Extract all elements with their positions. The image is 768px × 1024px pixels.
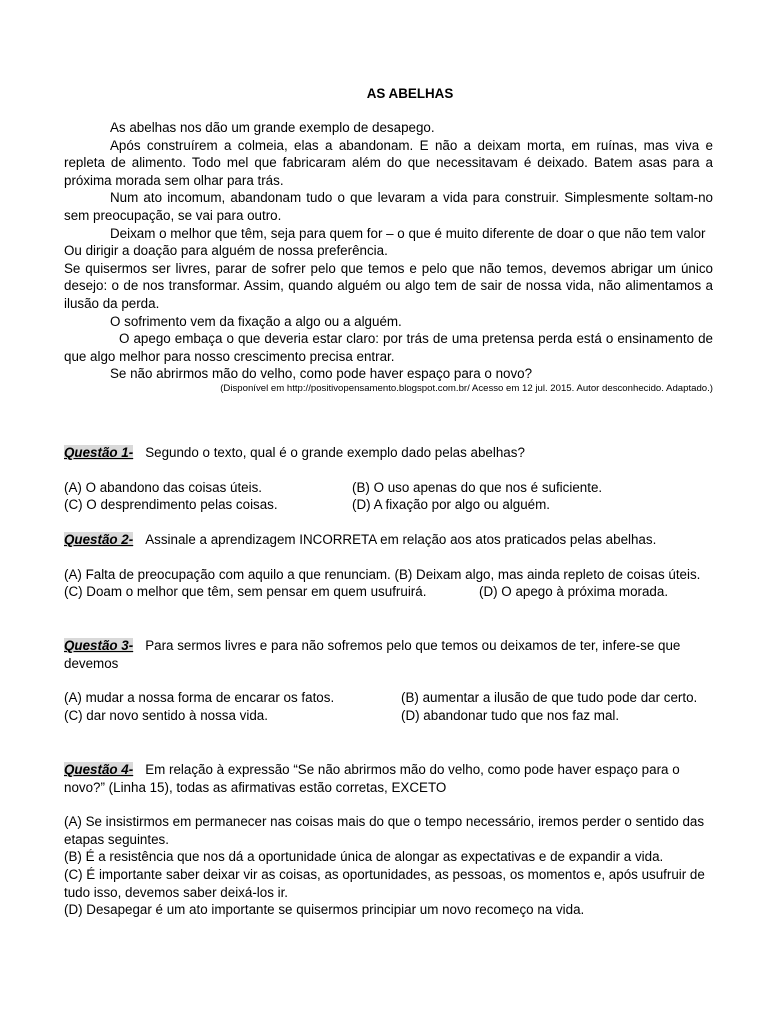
- question-text: Em relação à expressão “Se não abrirmos mão do velho, como pode haver espaço para o novo?” (Linha 15), todas as afirmativas estão corretas, EXCETO: [64, 762, 680, 795]
- paragraph: Num ato incomum, abandonam tudo o que levaram a vida para construir. Simplesmente soltam-no sem preocupação, se vai para outro.: [64, 190, 713, 223]
- question-text: Segundo o texto, qual é o grande exemplo dado pelas abelhas?: [145, 445, 525, 460]
- question-label: Questão 1-: [64, 445, 134, 460]
- paragraph: Após construírem a colmeia, elas a abandonam. E não a deixam morta, em ruínas, mas viva e repleta de alimento. Todo mel que fabricaram além do que necessitavam é deixado. Batem asas para a próxima morada sem olhar para trás.: [64, 137, 713, 188]
- option-d: (D) abandonar tudo que nos faz mal.: [401, 707, 620, 723]
- option-b: (B) O uso apenas do que nos é suficiente.: [352, 479, 603, 495]
- option-b: (B) aumentar a ilusão de que tudo pode dar certo.: [401, 690, 698, 706]
- question-text: Para sermos livres e para não sofremos pelo que temos ou deixamos de ter, infere-se que devemos: [64, 638, 681, 671]
- question-label: Questão 4-: [64, 762, 134, 777]
- option-a-b: (A) Falta de preocupação com aquilo a que renunciam. (B) Deixam algo, mas ainda repleto de coisas úteis.: [64, 566, 701, 582]
- option-c: (C) Doam o melhor que têm, sem pensar em quem usufruirá.: [64, 584, 427, 600]
- option-c: (C) É importante saber deixar vir as coisas, as oportunidades, as pessoas, os momentos e, após usufruir de tudo isso, devemos saber deixá-los ir.: [64, 866, 705, 900]
- option-c: (C) dar novo sentido à nossa vida.: [64, 707, 268, 723]
- option-d: (D) Desapegar é um ato importante se quisermos principiar um novo recomeço na vida.: [64, 902, 585, 918]
- paragraph: O apego embaça o que deveria estar claro: por trás de uma pretensa perda está o ensinamento de que algo melhor para nosso crescimento precisa entrar.: [64, 331, 713, 364]
- source-citation: (Disponível em http://positivopensamento.blogspot.com.br/ Acesso em 12 jul. 2015. Autor desconhecido. Adaptado.): [220, 382, 713, 394]
- paragraph: Se não abrirmos mão do velho, como pode haver espaço para o novo?: [110, 366, 533, 382]
- option-a: (A) Se insistirmos em permanecer nas coisas mais do que o tempo necessário, iremos perder o sentido das etapas seguintes.: [64, 814, 705, 847]
- paragraph: Deixam o melhor que têm, seja para quem for – o que é muito diferente de doar o que não tem valor: [110, 225, 706, 241]
- option-a: (A) mudar a nossa forma de encarar os fatos.: [64, 690, 335, 706]
- document-title: AS ABELHAS: [366, 86, 454, 101]
- option-b: (B) É a resistência que nos dá a oportunidade única de alongar as expectativas e de expandir a vida.: [64, 849, 664, 865]
- question-text: Assinale a aprendizagem INCORRETA em relação aos atos praticados pelas abelhas.: [145, 532, 657, 547]
- option-d: (D) A fixação por algo ou alguém.: [352, 497, 550, 513]
- option-c: (C) O desprendimento pelas coisas.: [64, 497, 278, 513]
- paragraph: O sofrimento vem da fixação a algo ou a alguém.: [110, 313, 402, 329]
- question-4: [64, 761, 713, 919]
- question-2: [64, 531, 713, 601]
- paragraph: Se quisermos ser livres, parar de sofrer pelo que temos e pelo que não temos, devemos abrigar um único desejo: o de nos transformar. Assim, quando alguém ou algo tem de sair de nossa vida, não alimentamos a ilusão da perda.: [64, 260, 713, 311]
- question-1: [64, 444, 713, 514]
- paragraph: As abelhas nos dão um grande exemplo de desapego.: [110, 120, 435, 135]
- question-3: [64, 637, 713, 724]
- reading-text: [64, 119, 713, 395]
- question-label: Questão 2-: [64, 532, 134, 547]
- option-d: (D) O apego à próxima morada.: [479, 584, 669, 600]
- paragraph: Ou dirigir a doação para alguém de nossa preferência.: [64, 243, 388, 259]
- option-a: (A) O abandono das coisas úteis.: [64, 479, 262, 495]
- question-label: Questão 3-: [64, 638, 134, 653]
